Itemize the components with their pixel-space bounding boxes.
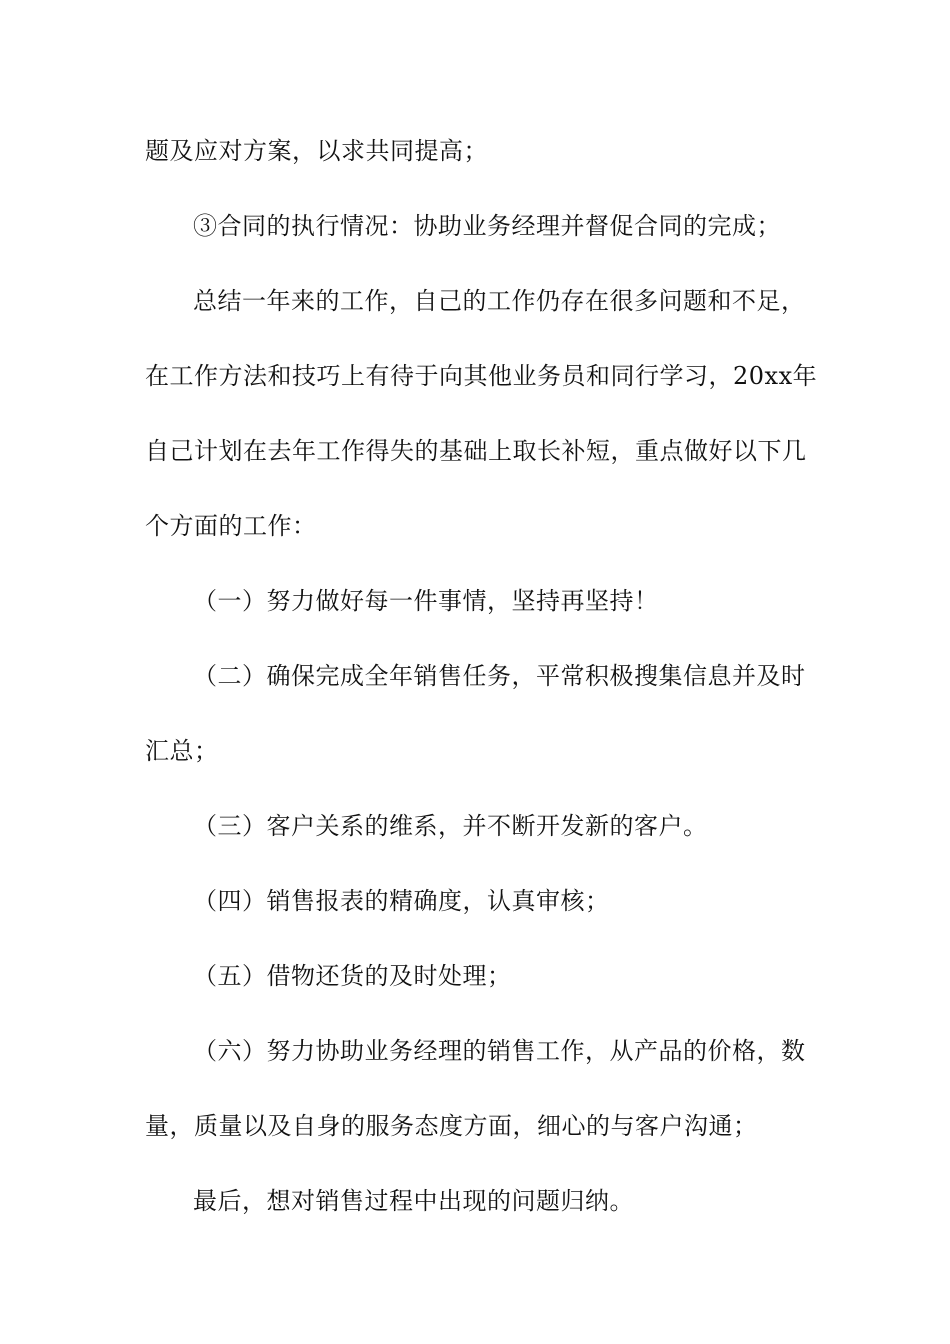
text-line: （六）努力协助业务经理的销售工作，从产品的价格，数: [193, 1037, 806, 1065]
text-line: 最后，想对销售过程中出现的问题归纳。: [193, 1187, 634, 1215]
text-line: （一）努力做好每一件事情，坚持再坚持！: [193, 587, 659, 615]
text-line: 汇总；: [145, 737, 219, 765]
text-line: 个方面的工作：: [145, 512, 317, 540]
text-line: （三）客户关系的维系，并不断开发新的客户。: [193, 812, 708, 840]
text-line: 自己计划在去年工作得失的基础上取长补短，重点做好以下几: [145, 437, 807, 465]
text-line: 在工作方法和技巧上有待于向其他业务员和同行学习，20xx年: [145, 362, 818, 390]
text-line: （二）确保完成全年销售任务，平常积极搜集信息并及时: [193, 662, 806, 690]
text-line: 题及应对方案，以求共同提高；: [145, 137, 488, 165]
text-line: ③合同的执行情况：协助业务经理并督促合同的完成；: [193, 212, 781, 240]
text-line: 量，质量以及自身的服务态度方面，细心的与客户沟通；: [145, 1112, 758, 1140]
text-line: （五）借物还货的及时处理；: [193, 962, 512, 990]
text-line: 总结一年来的工作，自己的工作仍存在很多问题和不足，: [193, 287, 806, 315]
text-line: （四）销售报表的精确度，认真审核；: [193, 887, 610, 915]
